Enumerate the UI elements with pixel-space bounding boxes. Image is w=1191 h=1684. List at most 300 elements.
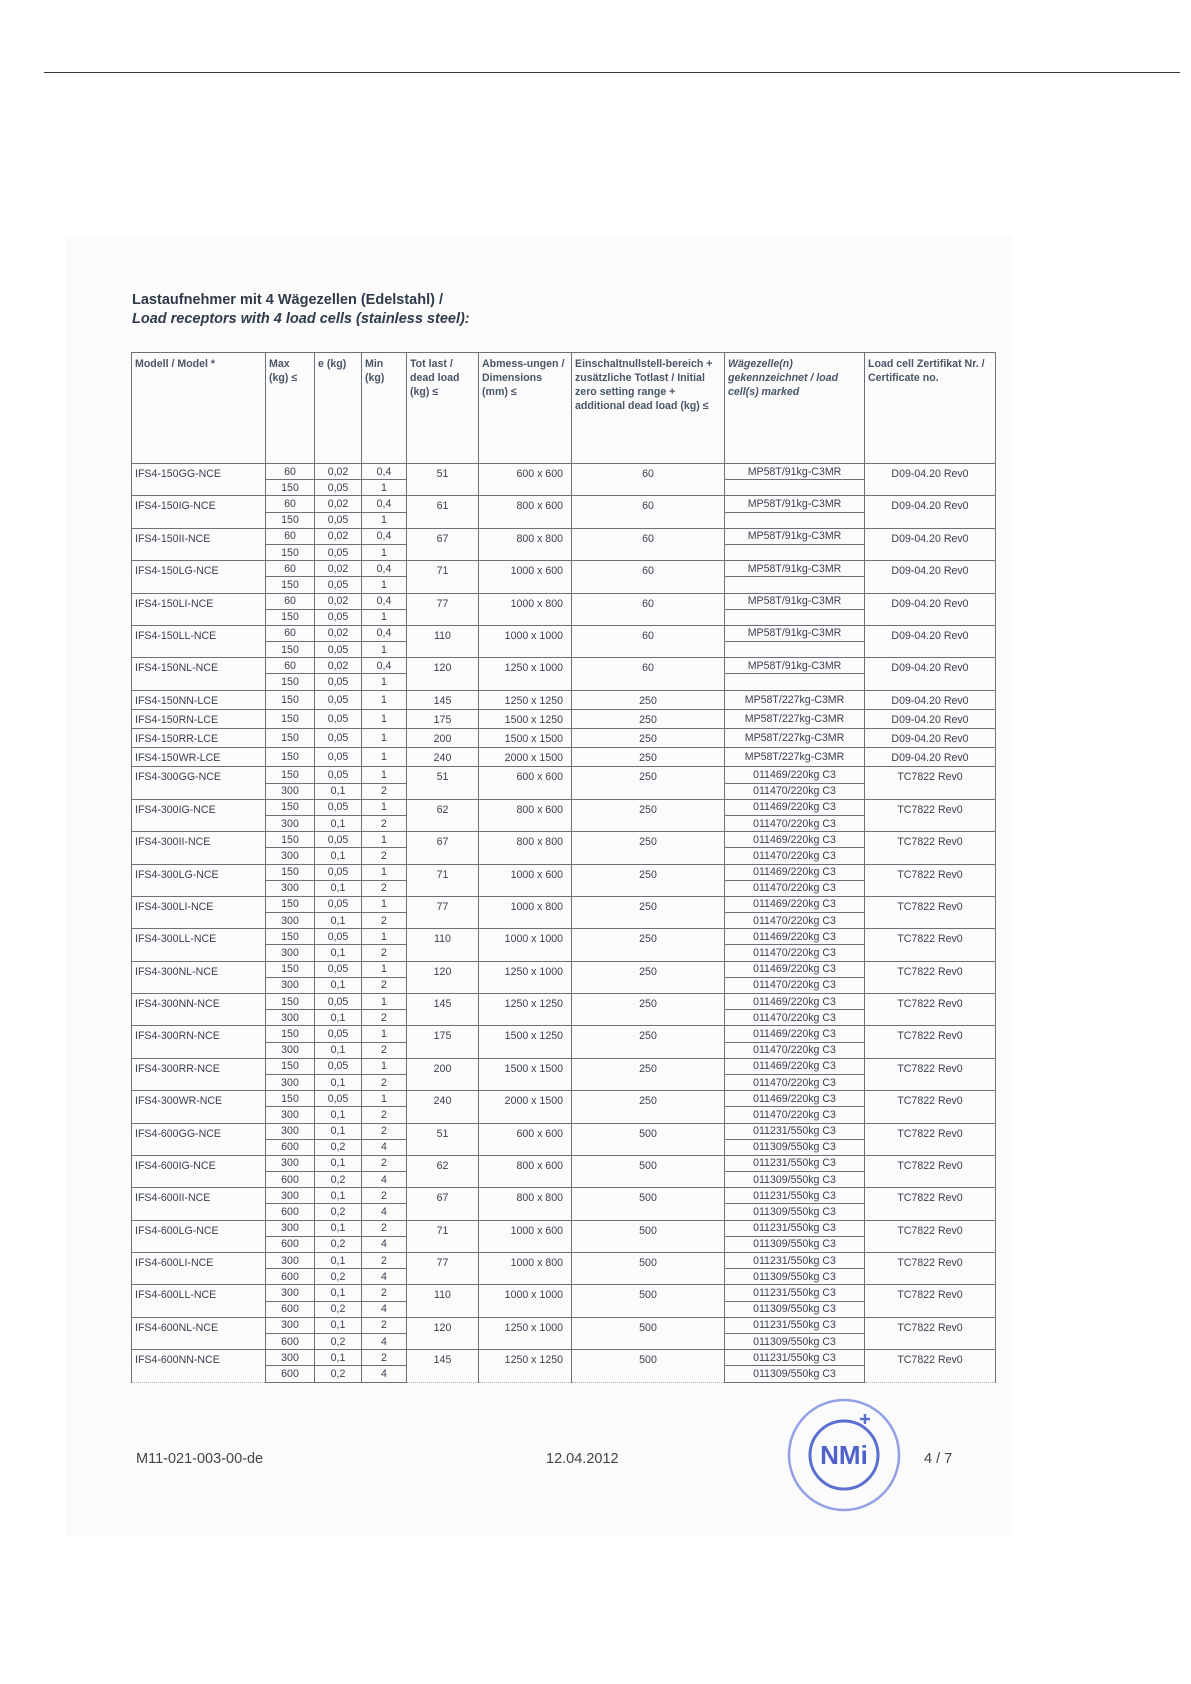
min-cell: 1 <box>362 832 407 848</box>
load-cell-marking <box>725 609 865 625</box>
model-cell: IFS4-300WR-NCE <box>132 1091 266 1123</box>
e-cell: 0,05 <box>315 799 362 815</box>
e-cell: 0,05 <box>315 767 362 783</box>
max-cell: 300 <box>266 783 315 799</box>
dead-load-cell: 77 <box>407 1253 479 1285</box>
e-cell: 0,2 <box>315 1366 362 1382</box>
load-cell-marking: MP58T/91kg-C3MR <box>725 658 865 674</box>
dimensions-cell: 1250 x 1000 <box>479 658 572 690</box>
table-row <box>132 1058 996 1074</box>
max-cell: 150 <box>266 1091 315 1107</box>
model-cell: IFS4-300LG-NCE <box>132 864 266 896</box>
zero-range-cell: 250 <box>572 961 725 993</box>
dimensions-cell: 1250 x 1250 <box>479 1350 572 1382</box>
min-cell: 0,4 <box>362 561 407 577</box>
max-cell: 300 <box>266 1220 315 1236</box>
table-row <box>132 1188 996 1204</box>
model-cell: IFS4-150IG-NCE <box>132 496 266 528</box>
header-dead-load: Tot last / dead load (kg) ≤ <box>407 353 479 464</box>
e-cell: 0,2 <box>315 1172 362 1188</box>
e-cell: 0,1 <box>315 1350 362 1366</box>
dimensions-cell: 1500 x 1500 <box>479 729 572 748</box>
min-cell: 2 <box>362 1042 407 1058</box>
min-cell: 2 <box>362 1074 407 1090</box>
min-cell: 2 <box>362 977 407 993</box>
certificate-cell: TC7822 Rev0 <box>865 1350 996 1382</box>
max-cell: 300 <box>266 1042 315 1058</box>
e-cell: 0,1 <box>315 1042 362 1058</box>
dead-load-cell: 62 <box>407 1155 479 1187</box>
e-cell: 0,05 <box>315 1058 362 1074</box>
load-cell-marking: 011469/220kg C3 <box>725 864 865 880</box>
max-cell: 600 <box>266 1333 315 1349</box>
max-cell: 150 <box>266 642 315 658</box>
min-cell: 2 <box>362 1220 407 1236</box>
dead-load-cell: 67 <box>407 528 479 560</box>
load-cell-marking <box>725 544 865 560</box>
model-cell: IFS4-300II-NCE <box>132 832 266 864</box>
e-cell: 0,05 <box>315 544 362 560</box>
zero-range-cell: 500 <box>572 1188 725 1220</box>
dead-load-cell: 240 <box>407 1091 479 1123</box>
e-cell: 0,1 <box>315 1285 362 1301</box>
e-cell: 0,2 <box>315 1204 362 1220</box>
dimensions-cell: 1250 x 1250 <box>479 690 572 709</box>
model-cell: IFS4-150NN-LCE <box>132 690 266 709</box>
e-cell: 0,05 <box>315 748 362 767</box>
certificate-cell: TC7822 Rev0 <box>865 896 996 928</box>
min-cell: 1 <box>362 577 407 593</box>
max-cell: 150 <box>266 577 315 593</box>
min-cell: 1 <box>362 544 407 560</box>
zero-range-cell: 250 <box>572 799 725 831</box>
max-cell: 300 <box>266 848 315 864</box>
min-cell: 1 <box>362 748 407 767</box>
max-cell: 300 <box>266 945 315 961</box>
dimensions-cell: 1500 x 1250 <box>479 709 572 728</box>
certificate-cell: D09-04.20 Rev0 <box>865 748 996 767</box>
max-cell: 300 <box>266 815 315 831</box>
e-cell: 0,1 <box>315 977 362 993</box>
max-cell: 60 <box>266 561 315 577</box>
min-cell: 1 <box>362 690 407 709</box>
model-cell: IFS4-300LI-NCE <box>132 896 266 928</box>
max-cell: 300 <box>266 1074 315 1090</box>
zero-range-cell: 250 <box>572 1058 725 1090</box>
dimensions-cell: 1000 x 800 <box>479 896 572 928</box>
dead-load-cell: 51 <box>407 767 479 799</box>
e-cell: 0,1 <box>315 1220 362 1236</box>
model-cell: IFS4-600NL-NCE <box>132 1317 266 1349</box>
e-cell: 0,05 <box>315 729 362 748</box>
nmi-stamp-icon <box>785 1396 903 1514</box>
dead-load-cell: 71 <box>407 1220 479 1252</box>
load-cell-marking: 011231/550kg C3 <box>725 1155 865 1171</box>
load-cell-marking: 011231/550kg C3 <box>725 1123 865 1139</box>
load-cell-marking: 011231/550kg C3 <box>725 1285 865 1301</box>
max-cell: 150 <box>266 832 315 848</box>
model-cell: IFS4-600IG-NCE <box>132 1155 266 1187</box>
max-cell: 150 <box>266 896 315 912</box>
zero-range-cell: 250 <box>572 729 725 748</box>
dead-load-cell: 145 <box>407 1350 479 1382</box>
certificate-cell: TC7822 Rev0 <box>865 929 996 961</box>
dimensions-cell: 600 x 600 <box>479 1123 572 1155</box>
e-cell: 0,1 <box>315 1155 362 1171</box>
min-cell: 2 <box>362 880 407 896</box>
max-cell: 150 <box>266 748 315 767</box>
model-cell: IFS4-150NL-NCE <box>132 658 266 690</box>
min-cell: 1 <box>362 994 407 1010</box>
min-cell: 0,4 <box>362 625 407 641</box>
dimensions-cell: 800 x 800 <box>479 528 572 560</box>
zero-range-cell: 250 <box>572 994 725 1026</box>
dimensions-cell: 1000 x 600 <box>479 1220 572 1252</box>
model-cell: IFS4-600LG-NCE <box>132 1220 266 1252</box>
max-cell: 150 <box>266 799 315 815</box>
dead-load-cell: 120 <box>407 658 479 690</box>
dimensions-cell: 1250 x 1000 <box>479 961 572 993</box>
load-cell-marking: 011470/220kg C3 <box>725 977 865 993</box>
zero-range-cell: 60 <box>572 464 725 496</box>
max-cell: 600 <box>266 1269 315 1285</box>
dead-load-cell: 110 <box>407 1285 479 1317</box>
certificate-cell: TC7822 Rev0 <box>865 1123 996 1155</box>
table-row <box>132 709 996 728</box>
dead-load-cell: 71 <box>407 864 479 896</box>
dead-load-cell: 67 <box>407 1188 479 1220</box>
dead-load-cell: 110 <box>407 929 479 961</box>
certificate-cell: TC7822 Rev0 <box>865 1285 996 1317</box>
load-cell-marking <box>725 577 865 593</box>
max-cell: 150 <box>266 864 315 880</box>
load-cell-marking: 011309/550kg C3 <box>725 1236 865 1252</box>
dead-load-cell: 51 <box>407 464 479 496</box>
dimensions-cell: 600 x 600 <box>479 767 572 799</box>
max-cell: 300 <box>266 880 315 896</box>
table-row <box>132 625 996 641</box>
load-cell-marking: 011231/550kg C3 <box>725 1317 865 1333</box>
table-row <box>132 961 996 977</box>
load-cell-marking: 011470/220kg C3 <box>725 913 865 929</box>
dead-load-cell: 77 <box>407 593 479 625</box>
e-cell: 0,1 <box>315 783 362 799</box>
dimensions-cell: 2000 x 1500 <box>479 1091 572 1123</box>
max-cell: 300 <box>266 1350 315 1366</box>
e-cell: 0,05 <box>315 577 362 593</box>
zero-range-cell: 250 <box>572 748 725 767</box>
load-cell-marking: 011470/220kg C3 <box>725 783 865 799</box>
certificate-cell: D09-04.20 Rev0 <box>865 690 996 709</box>
header-min: Min (kg) <box>362 353 407 464</box>
load-receptor-table <box>131 352 996 1383</box>
dead-load-cell: 120 <box>407 1317 479 1349</box>
max-cell: 150 <box>266 929 315 945</box>
load-cell-marking: MP58T/227kg-C3MR <box>725 709 865 728</box>
dead-load-cell: 110 <box>407 625 479 657</box>
load-cell-marking: 011309/550kg C3 <box>725 1301 865 1317</box>
max-cell: 150 <box>266 609 315 625</box>
certificate-cell: D09-04.20 Rev0 <box>865 496 996 528</box>
e-cell: 0,1 <box>315 1107 362 1123</box>
min-cell: 1 <box>362 767 407 783</box>
e-cell: 0,05 <box>315 512 362 528</box>
load-cell-marking <box>725 512 865 528</box>
table-row <box>132 929 996 945</box>
load-cell-marking: MP58T/91kg-C3MR <box>725 625 865 641</box>
model-cell: IFS4-300RN-NCE <box>132 1026 266 1058</box>
load-cell-marking: MP58T/227kg-C3MR <box>725 690 865 709</box>
max-cell: 300 <box>266 1107 315 1123</box>
certificate-cell: D09-04.20 Rev0 <box>865 709 996 728</box>
dimensions-cell: 800 x 800 <box>479 1188 572 1220</box>
e-cell: 0,1 <box>315 1074 362 1090</box>
certificate-cell: D09-04.20 Rev0 <box>865 464 996 496</box>
zero-range-cell: 500 <box>572 1285 725 1317</box>
e-cell: 0,05 <box>315 1026 362 1042</box>
load-cell-marking: 011469/220kg C3 <box>725 832 865 848</box>
max-cell: 150 <box>266 961 315 977</box>
max-cell: 150 <box>266 544 315 560</box>
min-cell: 2 <box>362 1155 407 1171</box>
model-cell: IFS4-150LL-NCE <box>132 625 266 657</box>
min-cell: 4 <box>362 1333 407 1349</box>
table-row <box>132 464 996 480</box>
max-cell: 60 <box>266 496 315 512</box>
min-cell: 2 <box>362 1107 407 1123</box>
min-cell: 2 <box>362 1188 407 1204</box>
load-cell-marking: MP58T/91kg-C3MR <box>725 593 865 609</box>
certificate-cell: TC7822 Rev0 <box>865 1058 996 1090</box>
load-cell-marking: 011470/220kg C3 <box>725 1010 865 1026</box>
e-cell: 0,2 <box>315 1301 362 1317</box>
e-cell: 0,02 <box>315 464 362 480</box>
e-cell: 0,05 <box>315 929 362 945</box>
load-cell-marking: 011469/220kg C3 <box>725 929 865 945</box>
e-cell: 0,2 <box>315 1139 362 1155</box>
min-cell: 1 <box>362 929 407 945</box>
model-cell: IFS4-150LG-NCE <box>132 561 266 593</box>
e-cell: 0,05 <box>315 961 362 977</box>
e-cell: 0,05 <box>315 864 362 880</box>
footer-page-number: 4 / 7 <box>924 1451 953 1467</box>
zero-range-cell: 60 <box>572 658 725 690</box>
load-cell-marking: 011470/220kg C3 <box>725 945 865 961</box>
certificate-cell: D09-04.20 Rev0 <box>865 729 996 748</box>
e-cell: 0,1 <box>315 880 362 896</box>
table-row <box>132 896 996 912</box>
e-cell: 0,02 <box>315 658 362 674</box>
e-cell: 0,05 <box>315 896 362 912</box>
dimensions-cell: 1250 x 1250 <box>479 994 572 1026</box>
certificate-cell: TC7822 Rev0 <box>865 1026 996 1058</box>
table-row <box>132 496 996 512</box>
max-cell: 150 <box>266 709 315 728</box>
max-cell: 60 <box>266 528 315 544</box>
max-cell: 150 <box>266 674 315 690</box>
model-cell: IFS4-150RR-LCE <box>132 729 266 748</box>
min-cell: 1 <box>362 1026 407 1042</box>
certificate-cell: D09-04.20 Rev0 <box>865 658 996 690</box>
load-cell-marking: 011470/220kg C3 <box>725 1107 865 1123</box>
e-cell: 0,1 <box>315 1010 362 1026</box>
load-cell-marking: 011309/550kg C3 <box>725 1204 865 1220</box>
model-cell: IFS4-150WR-LCE <box>132 748 266 767</box>
e-cell: 0,1 <box>315 1123 362 1139</box>
max-cell: 60 <box>266 593 315 609</box>
header-max: Max (kg) ≤ <box>266 353 315 464</box>
model-cell: IFS4-300RR-NCE <box>132 1058 266 1090</box>
min-cell: 1 <box>362 864 407 880</box>
header-zero-range: Einschaltnullstell-bereich + zusätzliche Totlast / Initial zero setting range + additional dead load (kg) ≤ <box>572 353 725 464</box>
certificate-cell: TC7822 Rev0 <box>865 767 996 799</box>
max-cell: 300 <box>266 1188 315 1204</box>
min-cell: 0,4 <box>362 496 407 512</box>
dead-load-cell: 61 <box>407 496 479 528</box>
min-cell: 4 <box>362 1204 407 1220</box>
zero-range-cell: 500 <box>572 1123 725 1155</box>
min-cell: 1 <box>362 674 407 690</box>
load-cell-marking <box>725 674 865 690</box>
e-cell: 0,02 <box>315 593 362 609</box>
zero-range-cell: 250 <box>572 832 725 864</box>
dead-load-cell: 145 <box>407 994 479 1026</box>
dimensions-cell: 800 x 600 <box>479 799 572 831</box>
dead-load-cell: 120 <box>407 961 479 993</box>
min-cell: 2 <box>362 815 407 831</box>
max-cell: 300 <box>266 1317 315 1333</box>
dimensions-cell: 800 x 600 <box>479 496 572 528</box>
load-cell-marking: 011231/550kg C3 <box>725 1253 865 1269</box>
e-cell: 0,2 <box>315 1333 362 1349</box>
zero-range-cell: 60 <box>572 561 725 593</box>
e-cell: 0,05 <box>315 642 362 658</box>
model-cell: IFS4-300LL-NCE <box>132 929 266 961</box>
max-cell: 600 <box>266 1366 315 1382</box>
dimensions-cell: 1000 x 800 <box>479 593 572 625</box>
zero-range-cell: 250 <box>572 929 725 961</box>
table-row <box>132 658 996 674</box>
stamp-text: NMi <box>820 1440 868 1470</box>
certificate-cell: TC7822 Rev0 <box>865 1188 996 1220</box>
top-rule <box>44 72 1180 73</box>
min-cell: 1 <box>362 512 407 528</box>
e-cell: 0,05 <box>315 994 362 1010</box>
load-cell-marking: 011309/550kg C3 <box>725 1172 865 1188</box>
load-cell-marking: 011231/550kg C3 <box>725 1350 865 1366</box>
zero-range-cell: 250 <box>572 1091 725 1123</box>
table-row <box>132 561 996 577</box>
model-cell: IFS4-300IG-NCE <box>132 799 266 831</box>
model-cell: IFS4-150RN-LCE <box>132 709 266 728</box>
model-cell: IFS4-600LI-NCE <box>132 1253 266 1285</box>
max-cell: 300 <box>266 1010 315 1026</box>
load-cell-marking <box>725 480 865 496</box>
model-cell: IFS4-300GG-NCE <box>132 767 266 799</box>
load-cell-marking: MP58T/91kg-C3MR <box>725 561 865 577</box>
max-cell: 60 <box>266 464 315 480</box>
table-row <box>132 1155 996 1171</box>
table-row <box>132 1350 996 1366</box>
dead-load-cell: 175 <box>407 709 479 728</box>
min-cell: 1 <box>362 1058 407 1074</box>
min-cell: 2 <box>362 783 407 799</box>
min-cell: 4 <box>362 1269 407 1285</box>
e-cell: 0,05 <box>315 1091 362 1107</box>
load-cell-marking: MP58T/91kg-C3MR <box>725 464 865 480</box>
load-cell-marking: 011470/220kg C3 <box>725 1042 865 1058</box>
dimensions-cell: 800 x 600 <box>479 1155 572 1187</box>
max-cell: 300 <box>266 1285 315 1301</box>
certificate-cell: TC7822 Rev0 <box>865 994 996 1026</box>
min-cell: 1 <box>362 729 407 748</box>
load-cell-marking: 011469/220kg C3 <box>725 994 865 1010</box>
min-cell: 2 <box>362 1285 407 1301</box>
e-cell: 0,02 <box>315 528 362 544</box>
min-cell: 1 <box>362 1091 407 1107</box>
max-cell: 300 <box>266 977 315 993</box>
model-cell: IFS4-300NL-NCE <box>132 961 266 993</box>
table-row <box>132 1285 996 1301</box>
e-cell: 0,1 <box>315 913 362 929</box>
zero-range-cell: 500 <box>572 1155 725 1187</box>
certificate-cell: TC7822 Rev0 <box>865 1220 996 1252</box>
dead-load-cell: 62 <box>407 799 479 831</box>
load-cell-marking: 011309/550kg C3 <box>725 1139 865 1155</box>
load-cell-marking: 011469/220kg C3 <box>725 1058 865 1074</box>
min-cell: 0,4 <box>362 593 407 609</box>
footer-doc-id: M11-021-003-00-de <box>136 1451 264 1467</box>
zero-range-cell: 60 <box>572 528 725 560</box>
zero-range-cell: 60 <box>572 593 725 625</box>
dimensions-cell: 1000 x 600 <box>479 864 572 896</box>
e-cell: 0,2 <box>315 1269 362 1285</box>
load-cell-marking: 011469/220kg C3 <box>725 1091 865 1107</box>
zero-range-cell: 250 <box>572 1026 725 1058</box>
max-cell: 600 <box>266 1204 315 1220</box>
min-cell: 2 <box>362 1010 407 1026</box>
e-cell: 0,1 <box>315 1253 362 1269</box>
min-cell: 1 <box>362 961 407 977</box>
e-cell: 0,1 <box>315 945 362 961</box>
table-row <box>132 799 996 815</box>
table-header-row <box>132 353 996 464</box>
table-row <box>132 1253 996 1269</box>
min-cell: 2 <box>362 848 407 864</box>
table-row <box>132 767 996 783</box>
min-cell: 1 <box>362 709 407 728</box>
zero-range-cell: 250 <box>572 864 725 896</box>
dimensions-cell: 1000 x 1000 <box>479 1285 572 1317</box>
certificate-cell: TC7822 Rev0 <box>865 799 996 831</box>
min-cell: 2 <box>362 1253 407 1269</box>
min-cell: 1 <box>362 642 407 658</box>
e-cell: 0,05 <box>315 709 362 728</box>
dimensions-cell: 1000 x 800 <box>479 1253 572 1285</box>
title-en: Load receptors with 4 load cells (stainless steel): <box>132 311 470 327</box>
e-cell: 0,05 <box>315 690 362 709</box>
load-cell-marking: 011309/550kg C3 <box>725 1333 865 1349</box>
certificate-cell: TC7822 Rev0 <box>865 1253 996 1285</box>
header-certificate: Load cell Zertifikat Nr. / Certificate no. <box>865 353 996 464</box>
zero-range-cell: 500 <box>572 1350 725 1382</box>
table-row <box>132 1317 996 1333</box>
max-cell: 600 <box>266 1236 315 1252</box>
load-cell-marking: 011231/550kg C3 <box>725 1188 865 1204</box>
max-cell: 300 <box>266 1155 315 1171</box>
max-cell: 150 <box>266 512 315 528</box>
model-cell: IFS4-150LI-NCE <box>132 593 266 625</box>
